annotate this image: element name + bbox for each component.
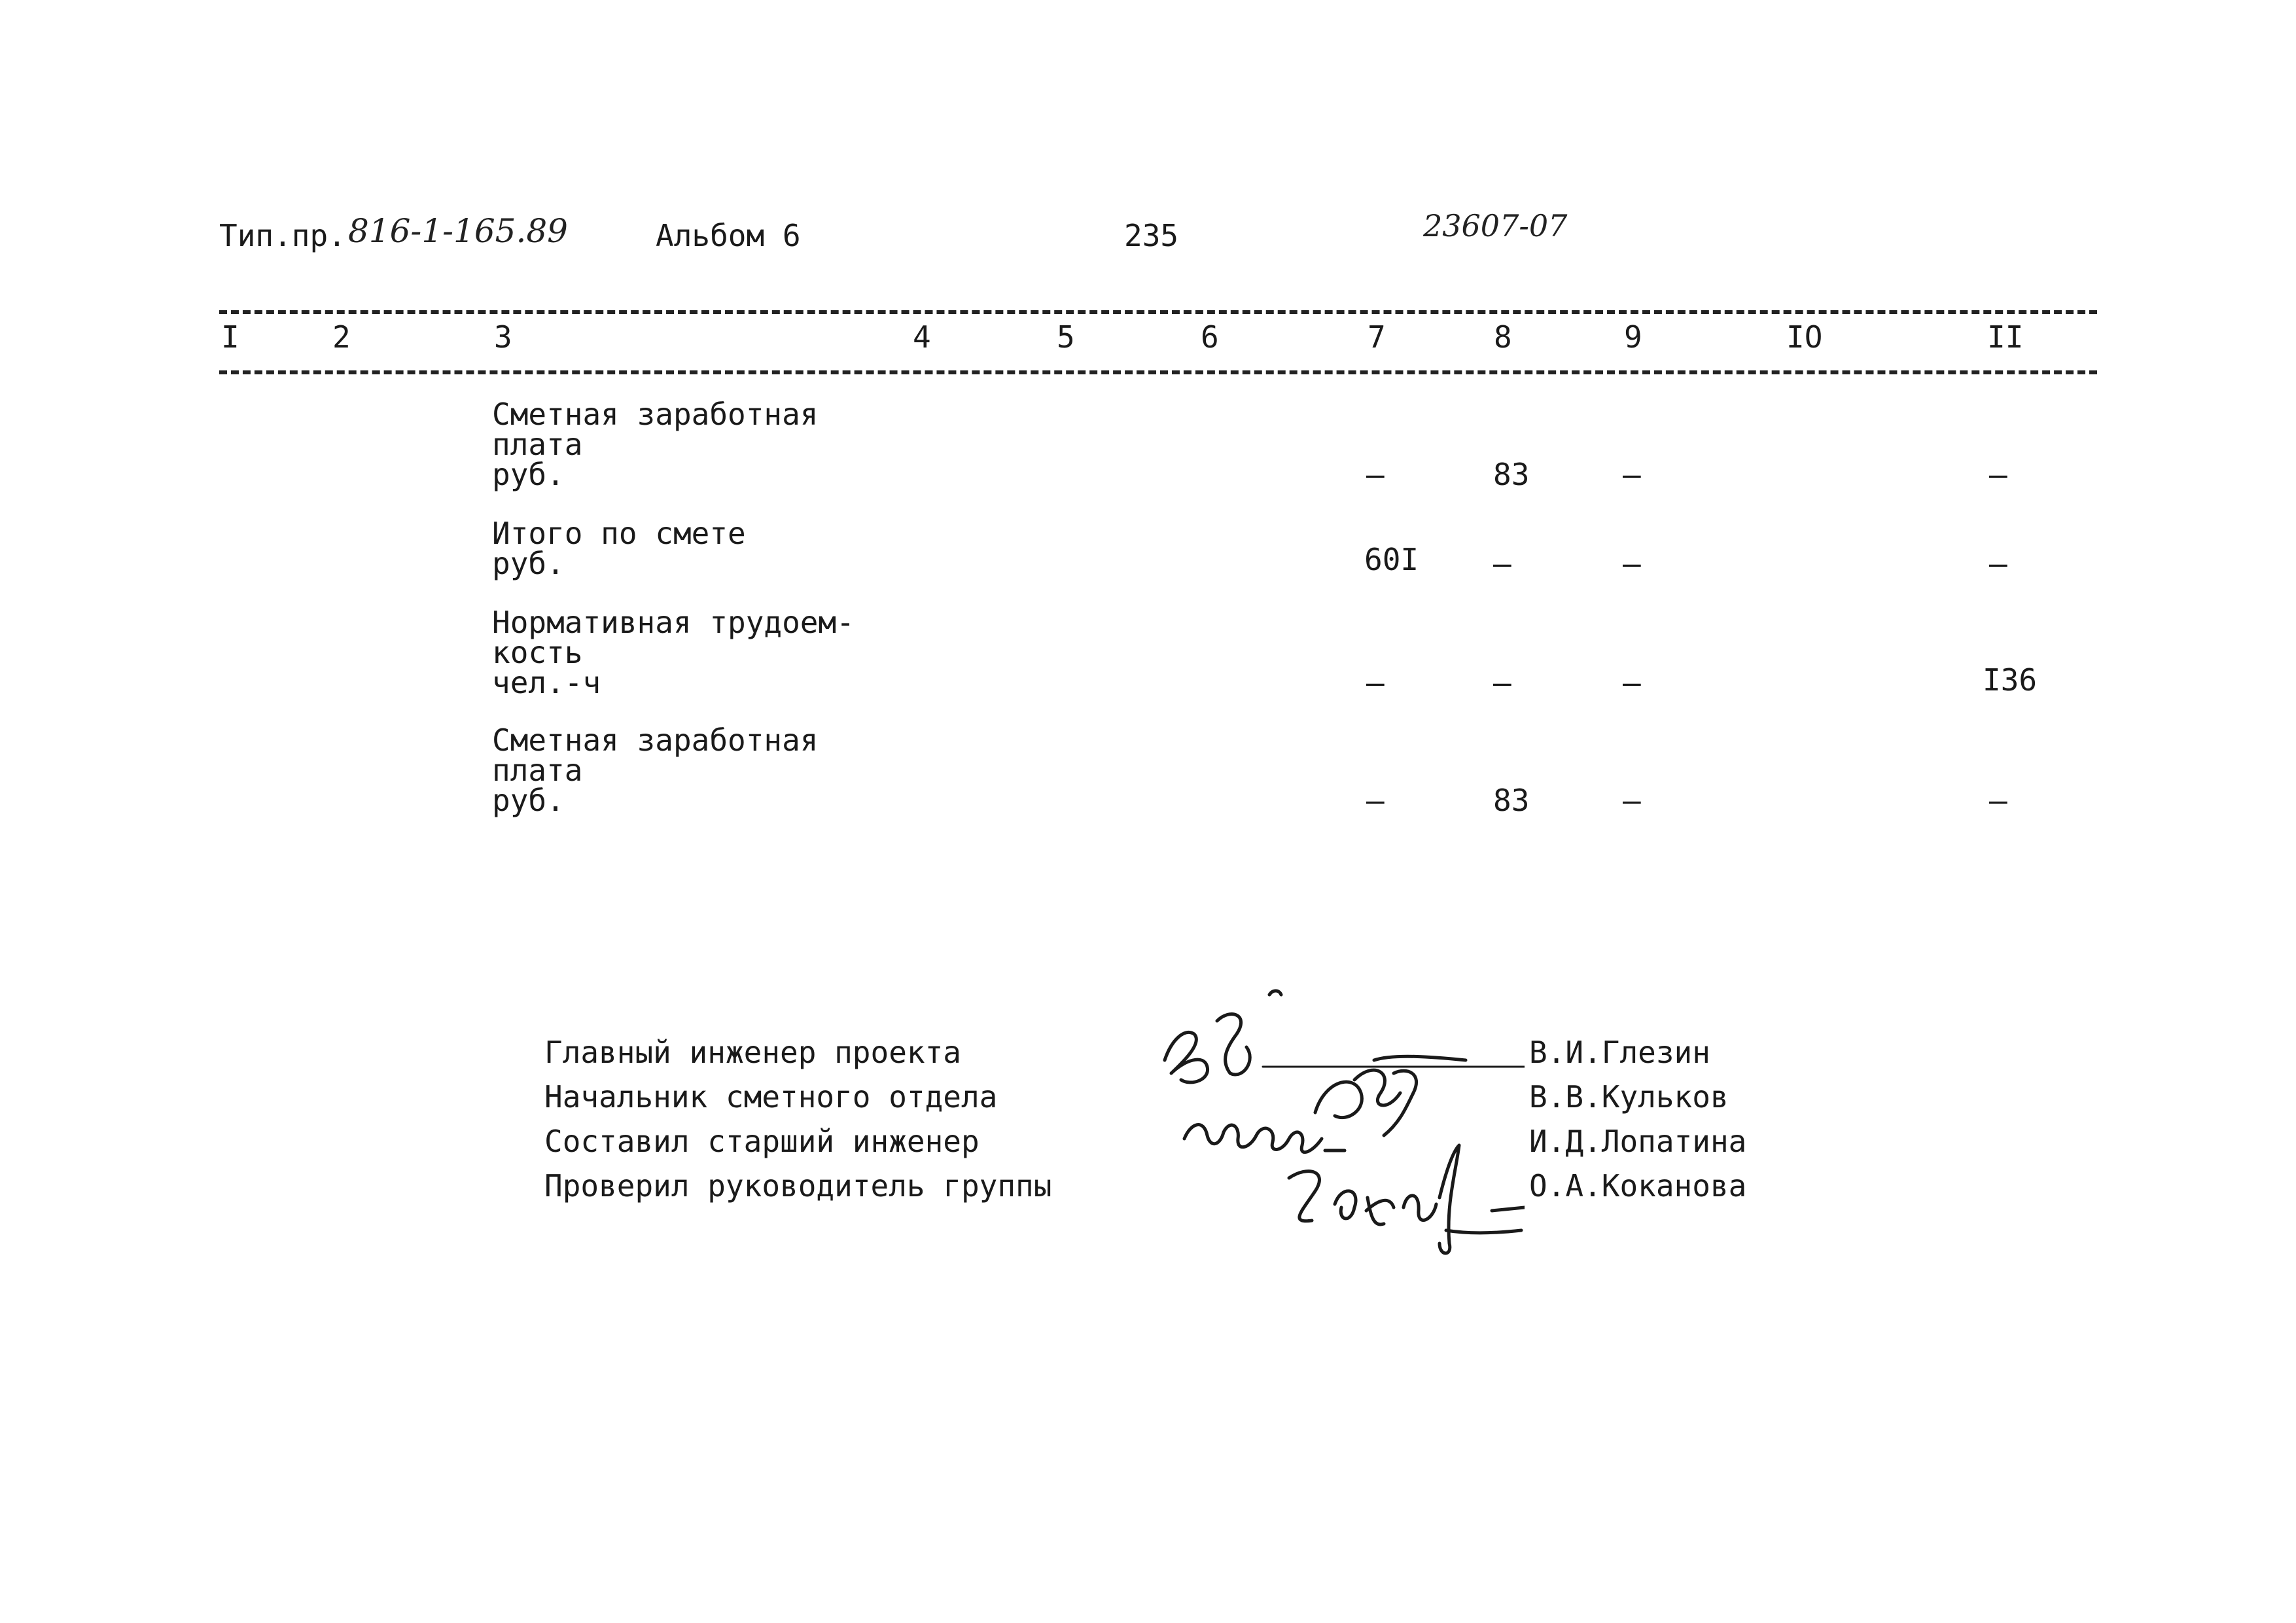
cell-col-11: I36 (1983, 662, 2038, 698)
signer-role: Начальник сметного отдела (544, 1079, 998, 1115)
column-number-6: 6 (1201, 319, 1219, 355)
page-number: 235 (1124, 218, 1179, 253)
column-number-10: IO (1786, 319, 1823, 355)
column-number-7: 7 (1368, 319, 1386, 355)
row-label-line: Итого по смете (492, 516, 746, 551)
cell-col-8: 83 (1493, 457, 1530, 492)
cell-col-9: – (1623, 665, 1641, 700)
column-number-3: 3 (494, 319, 512, 355)
cell-col-11: – (1989, 546, 2007, 581)
cell-col-7: – (1366, 665, 1385, 700)
signer-role: Проверил руководитель группы (544, 1168, 1052, 1204)
column-number-4: 4 (913, 319, 931, 355)
row-label-line: кость (492, 635, 583, 670)
cell-col-8: – (1493, 546, 1511, 581)
column-number-2: 2 (332, 319, 351, 355)
cell-col-9: – (1623, 783, 1641, 818)
handwritten-signatures (1158, 982, 1525, 1283)
row-label-line: руб. (492, 546, 565, 581)
cell-col-7: – (1366, 783, 1385, 818)
cell-col-7: – (1366, 457, 1385, 492)
column-number-1: I (221, 319, 239, 355)
row-label-line: Сметная заработная (492, 722, 819, 758)
cell-col-9: – (1623, 457, 1641, 492)
album-label: Альбом 6 (656, 218, 801, 253)
cell-col-7: 60I (1364, 542, 1419, 577)
signer-role: Главный инженер проекта (544, 1035, 961, 1070)
project-code: 816-1-165.89 (348, 212, 568, 250)
row-label-line: плата (492, 427, 583, 462)
cell-col-11: – (1989, 457, 2007, 492)
header-prefix: Тип.пр. (219, 218, 346, 253)
column-number-8: 8 (1494, 319, 1512, 355)
cell-col-8: – (1493, 665, 1511, 700)
table-top-rule (219, 310, 2097, 314)
row-label-line: плата (492, 753, 583, 788)
row-label-line: Сметная заработная (492, 397, 819, 432)
signer-name: О.А.Коканова (1529, 1168, 1747, 1204)
row-label-line: руб. (492, 783, 565, 818)
row-label-line: Нормативная трудоем- (492, 605, 855, 640)
row-label-line: руб. (492, 457, 565, 492)
column-number-9: 9 (1624, 319, 1642, 355)
doc-number: 23607-07 (1423, 208, 1568, 243)
signer-name: В.И.Глезин (1529, 1035, 1710, 1070)
cell-col-8: 83 (1493, 783, 1530, 818)
signer-name: В.В.Кульков (1529, 1079, 1729, 1115)
cell-col-9: – (1623, 546, 1641, 581)
column-number-5: 5 (1057, 319, 1075, 355)
signer-name: И.Д.Лопатина (1529, 1124, 1747, 1159)
row-label-line: чел.-ч (492, 665, 601, 700)
signer-role: Составил старший инженер (544, 1124, 980, 1159)
column-number-11: II (1987, 319, 2024, 355)
cell-col-11: – (1989, 783, 2007, 818)
table-header-bottom-rule (219, 370, 2097, 374)
